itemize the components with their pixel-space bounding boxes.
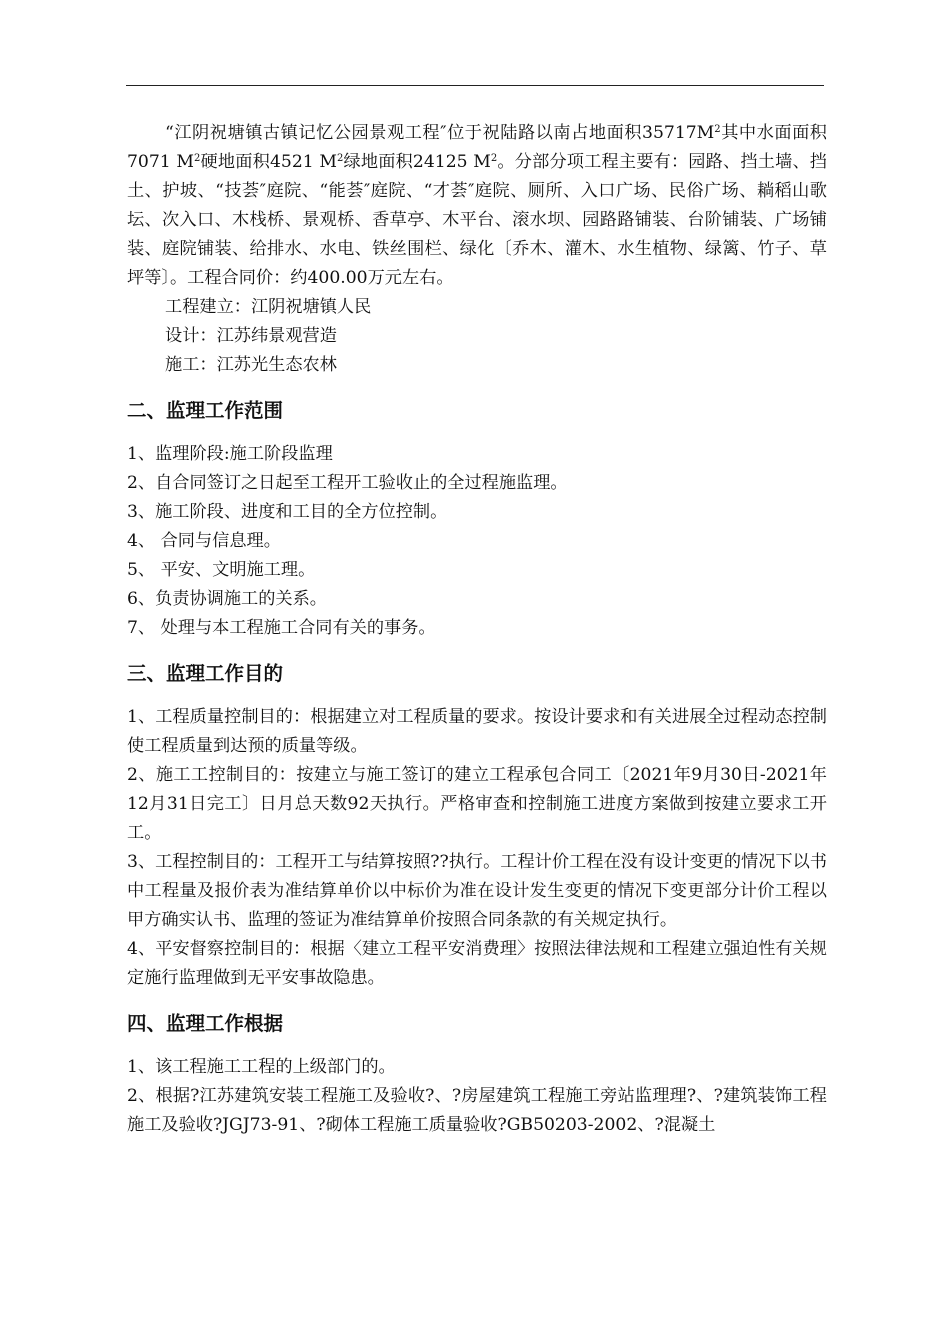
section-heading-scope: 二、监理工作范围 xyxy=(127,399,284,422)
project-designer: 设计：江苏纬景观营造 xyxy=(165,326,337,346)
section-heading-basis: 四、监理工作根据 xyxy=(127,1012,284,1035)
scope-item: 5、 平安、文明施工理。 xyxy=(127,560,316,580)
scope-item: 4、 合同与信息理。 xyxy=(127,531,281,551)
header-rule xyxy=(126,85,824,86)
scope-item: 3、施工阶段、进度和工目的全方位控制。 xyxy=(127,502,448,522)
objective-item: 4、平安督察控制目的：根据〈建立工程平安消费理〉按照法律法规和工程建立强迫性有关规定施行监理做到无平安事故隐患。 xyxy=(127,939,827,988)
basis-item: 1、该工程施工工程的上级部门的。 xyxy=(127,1057,396,1077)
project-overview-paragraph: “江阴祝塘镇古镇记忆公园景观工程″位于祝陆路以南占地面积$35717M^2$其中水面面积7071 $M^2$硬地面积4521 $M^2$绿地面积24125 $M^2$。分部分项工程主要有：园路、挡土墙、挡土、护坡、“技荟″庭院、“能荟″庭院、“才荟″庭院、厕所、入口广场、民俗广场、耥稻山歌坛、次入口、木栈桥、景观桥、香草亭、木平台、滚水坝、园路路铺装、台阶铺装、广场铺装、庭院铺装、给排水、水电、铁丝围栏、绿化〔乔木、灌木、水生植物、绿篱、竹子、草坪等〕。工程合同价：约400.00万元左右。 xyxy=(127,123,827,288)
objective-item: 2、施工工控制目的：按建立与施工签订的建立工程承包合同工〔2021年9月30日-2021年12月31日完工〕日月总天数92天执行。严格审查和控制施工进度方案做到按建立要求工开工。 xyxy=(127,765,827,843)
document-body xyxy=(127,119,827,1140)
project-contractor: 施工：江苏光生态农林 xyxy=(165,355,337,375)
project-client: 工程建立：江阴祝塘镇人民 xyxy=(165,297,372,317)
scope-item: 6、负责协调施工的关系。 xyxy=(127,589,327,609)
scope-item: 7、 处理与本工程施工合同有关的事务。 xyxy=(127,618,436,638)
basis-item: 2、根据?江苏建筑安装工程施工及验收?、?房屋建筑工程施工旁站监理理?、?建筑装饰工程施工及验收?JGJ73-91、?砌体工程施工质量验收?GB50203-2002、?混凝土 xyxy=(127,1086,827,1135)
scope-item: 1、监理阶段:施工阶段监理 xyxy=(127,444,333,464)
scope-item: 2、自合同签订之日起至工程开工验收止的全过程施监理。 xyxy=(127,473,568,493)
objective-item: 1、工程质量控制目的：根据建立对工程质量的要求。按设计要求和有关进展全过程动态控制使工程质量到达预的质量等级。 xyxy=(127,707,827,756)
section-heading-objectives: 三、监理工作目的 xyxy=(127,662,284,685)
objective-item: 3、工程控制目的：工程开工与结算按照??执行。工程计价工程在没有设计变更的情况下以书中工程量及报价表为准结算单价以中标价为准在设计发生变更的情况下变更部分计价工程以甲方确实认书、监理的签证为准结算单价按照合同条款的有关规定执行。 xyxy=(127,852,827,930)
